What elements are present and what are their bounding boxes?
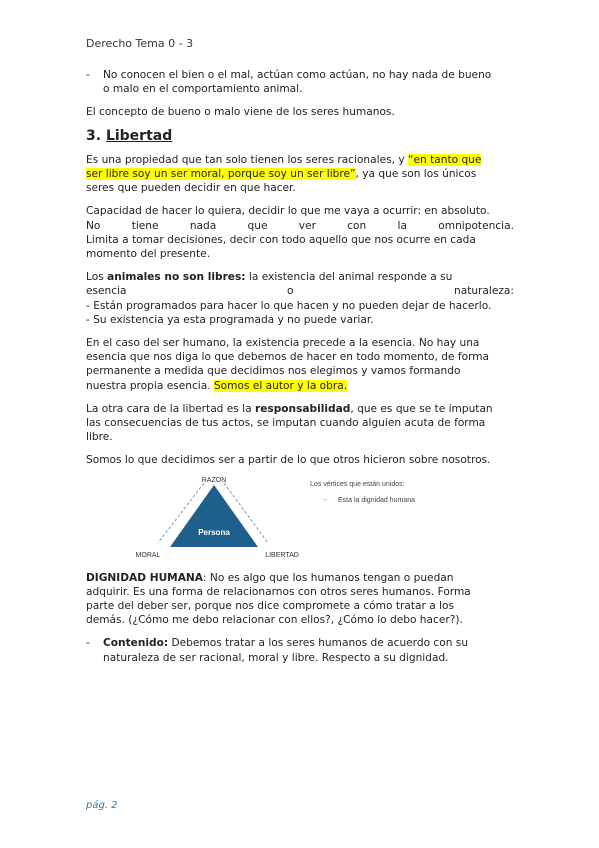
text-run: la existencia del animal responde a su <box>245 271 453 284</box>
highlighted-text: “en tanto que <box>408 153 482 166</box>
page-number: pág. 2 <box>86 800 118 811</box>
paragraph <box>86 571 514 628</box>
word: omnipotencia. <box>438 219 514 232</box>
paragraph <box>86 402 514 445</box>
bullet-dash: - <box>86 637 90 650</box>
text-run: nuestra propia esencia. <box>86 379 214 392</box>
paragraph <box>86 153 514 196</box>
text-line: parte del deber ser, porque nos dice compromete a cómo tratar a los <box>86 600 454 613</box>
paragraph: Somos lo que decidimos ser a partir de lo que otros hicieron sobre nosotros. <box>86 454 491 467</box>
paragraph <box>86 270 514 327</box>
text-run: Debemos tratar a los seres humanos de acuerdo con su <box>168 637 469 650</box>
justified-line <box>86 284 514 298</box>
text-line: demás. (¿Cómo me debo relacionar con ellos?, ¿Cómo lo debo hacer?). <box>86 614 463 627</box>
word: la <box>397 219 407 232</box>
word: o <box>287 285 294 298</box>
text-line: - Están programados para hacer lo que hacen y no pueden dejar de hacerlo. <box>86 299 492 312</box>
side-dash: - <box>324 496 327 504</box>
vertex-label-left: MORAL <box>135 551 161 559</box>
paragraph: El concepto de bueno o malo viene de los seres humanos. <box>86 106 395 119</box>
page-header: Derecho Tema 0 - 3 <box>86 37 194 50</box>
list-item <box>86 636 514 664</box>
section-number: 3. <box>86 127 102 144</box>
text-line: momento del presente. <box>86 248 211 261</box>
side-item: Esta la dignidad humana <box>338 496 416 504</box>
section-heading <box>86 129 514 143</box>
text-line: adquirir. Es una forma de relacionarnos con otros seres humanos. Forma <box>86 585 471 598</box>
text-line: o malo en el comportamiento animal. <box>103 83 303 96</box>
word: que <box>247 219 268 232</box>
text-run: Es una propiedad que tan solo tienen los seres racionales, y <box>86 153 408 166</box>
text-line: En el caso del ser humano, la existencia precede a la esencia. No hay una <box>86 337 480 350</box>
highlighted-text: Somos el autor y la obra. <box>213 379 348 392</box>
text-line: Limita a tomar decisiones, decir con todo aquello que nos ocurre en cada <box>86 233 476 246</box>
justified-line <box>86 219 514 233</box>
list-item <box>86 68 514 96</box>
text-line: - Su existencia ya esta programada y no puede variar. <box>86 313 374 326</box>
text-line: las consecuencias de tus actos, se imputan cuando alguien acuta de forma <box>86 417 486 430</box>
side-title: Los vértices que están unidos: <box>310 480 405 488</box>
word: naturaleza: <box>453 285 514 298</box>
word: nada <box>189 219 217 232</box>
highlighted-text: ser libre soy un ser moral, porque soy un ser libre” <box>86 168 356 181</box>
page-content <box>86 68 514 674</box>
text-line: No conocen el bien o el mal, actúan como actúan, no hay nada de bueno <box>103 69 492 81</box>
bullet-dash: - <box>86 69 90 81</box>
text-line: esencia que nos diga lo que debemos de hacer en todo momento, de forma <box>86 351 490 364</box>
paragraph <box>86 336 514 393</box>
text-run: : No es algo que los humanos tengan o puedan <box>203 571 454 584</box>
text-run: , ya que son los únicos <box>355 168 477 181</box>
bold-text: Contenido: <box>103 637 169 650</box>
text-line: libre. <box>86 431 113 444</box>
word: ver <box>298 219 316 232</box>
word: con <box>347 219 367 232</box>
text-line: Capacidad de hacer lo quiera, decidir lo que me vaya a ocurrir: en absoluto. <box>86 205 490 218</box>
text-line: naturaleza de ser racional, moral y libre. Respecto a su dignidad. <box>103 651 449 664</box>
bold-text: responsabilidad <box>254 402 351 415</box>
section-title: Libertad <box>105 127 173 144</box>
vertex-label-right: LIBERTAD <box>265 551 299 559</box>
triangle-diagram <box>86 477 514 561</box>
paragraph <box>86 204 514 261</box>
center-label: Persona <box>198 527 230 537</box>
vertex-label-top: RAZÓN <box>201 476 227 484</box>
bold-text: DIGNIDAD HUMANA <box>86 571 203 584</box>
word: esencia <box>86 285 127 298</box>
bold-text: animales no son libres: <box>107 271 246 284</box>
text-run: , que es que se te imputan <box>350 402 493 415</box>
word: No <box>86 219 101 232</box>
word: tiene <box>131 219 159 232</box>
text-line: permanente a medida que decidimos nos elegimos y vamos formando <box>86 365 461 378</box>
triangle-shape <box>170 485 258 547</box>
triangle-figure <box>86 477 514 561</box>
text-line: seres que pueden decidir en que hacer. <box>86 182 296 195</box>
text-run: La otra cara de la libertad es la <box>86 402 255 415</box>
text-run: Los <box>86 271 108 284</box>
